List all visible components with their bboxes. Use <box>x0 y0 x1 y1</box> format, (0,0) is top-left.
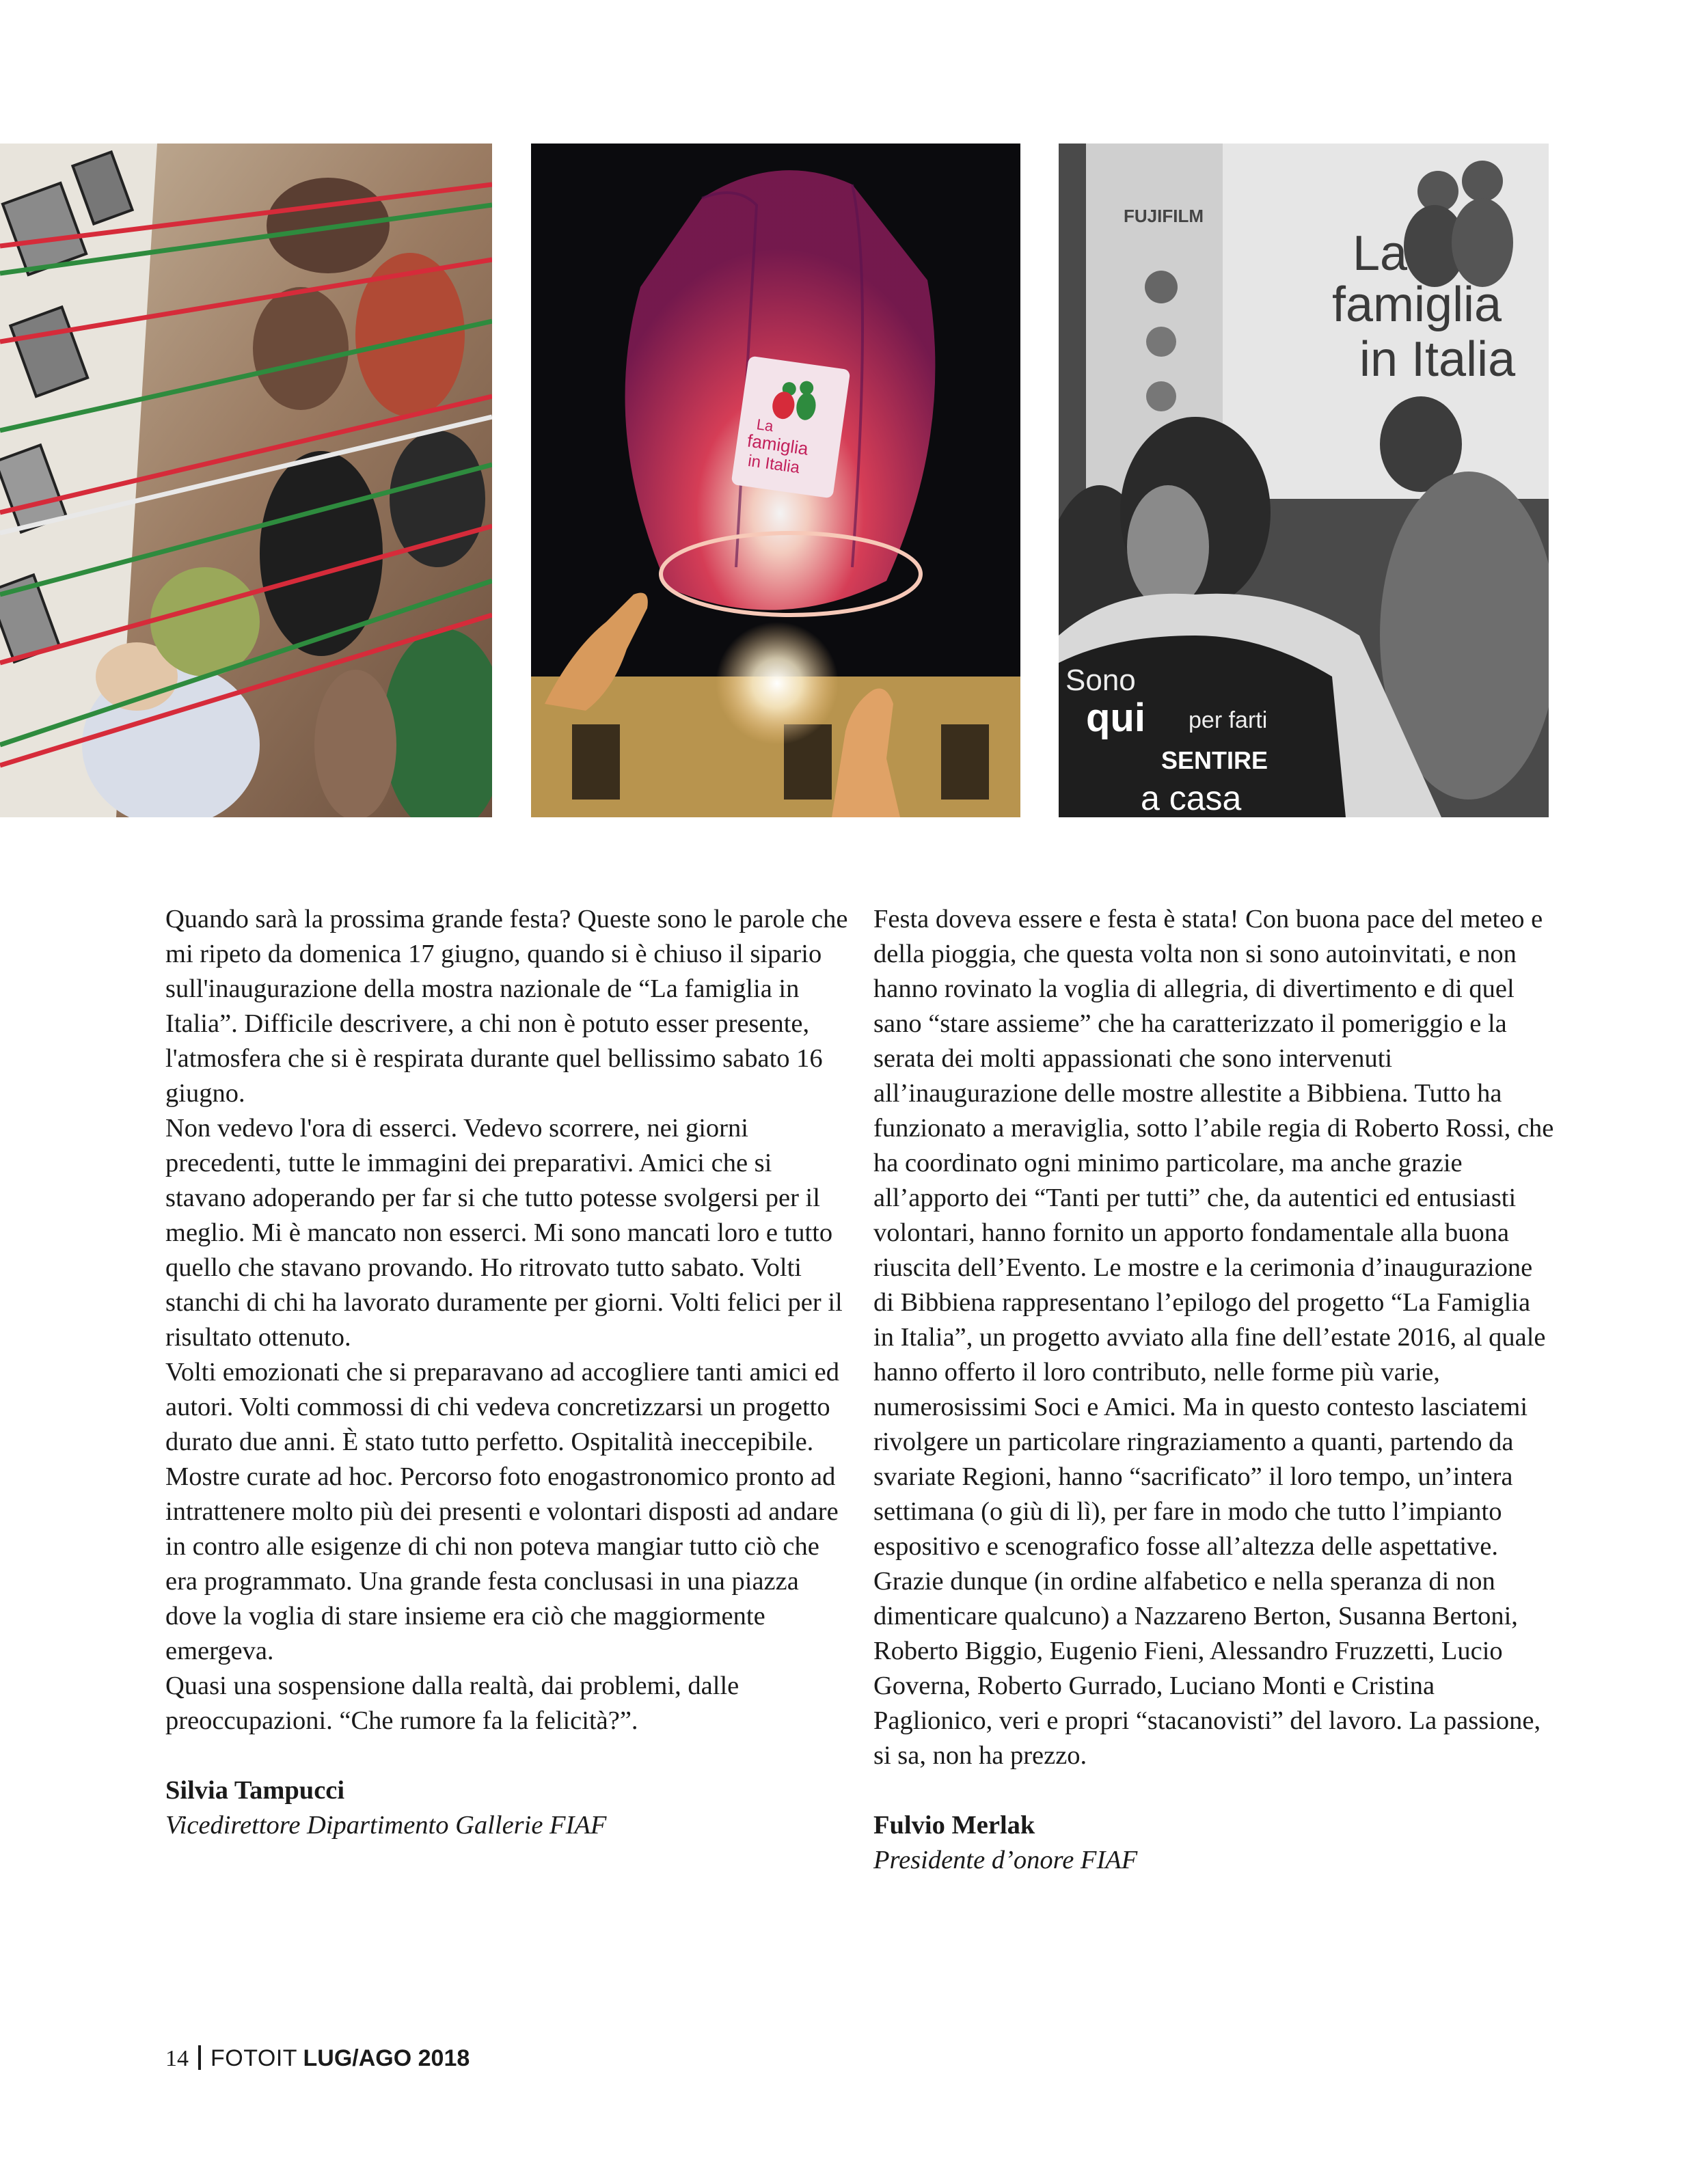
magazine-name: FOTOIT <box>211 2045 298 2071</box>
svg-text:a casa: a casa <box>1141 779 1242 817</box>
audience-tshirt-image <box>1059 144 1549 817</box>
svg-text:in Italia: in Italia <box>746 451 801 478</box>
svg-text:qui: qui <box>1086 696 1145 740</box>
page-footer <box>165 2043 470 2074</box>
paragraph: Festa doveva essere e festa è stata! Con buona pace del meteo e della pioggia, che questa volta non si sono autoinvitati, e non hanno rovinato la voglia di allegria, di divertimento e di quel sano “stare assieme” che ha caratterizzato il pomeriggio e la serata dei molti appassionati che sono intervenuti all’inaugurazione delle mostre allestite a Bibbiena. Tutto ha funzionato a meraviglia, sotto l’abile regia di Roberto Rossi, che ha coordinato ogni minimo particolare, ma anche grazie all’apporto dei “Tanti per tutti” che, da autentici ed entusiasti volontari, hanno fornito un apporto fondamentale alla buona riuscita dell’Evento. Le mostre e la cerimonia d’inaugurazione di Bibbiena rappresentano l’epilogo del progetto “La Famiglia in Italia”, un progetto avviato alla fine dell’estate 2016, al quale hanno offerto il loro contributo, nelle forme più varie, numerosissimi Soci e Amici. Ma in questo contesto lasciatemi rivolgere un particolare ringraziamento a quanti, partendo da svariate Regioni, hanno “sacrificato” il loro tempo, un’intera settimana (o giù di lì), per fare in modo che tutto l’impianto espositivo e scenografico fosse all’altezza delle aspettative. Grazie dunque (in ordine alfabetico e nella speranza di non dimenticare qualcuno) a Nazzareno Berton, Susanna Bertoni, Roberto Biggio, Eugenio Fieni, Alessandro Fruzzetti, Lucio Governa, Roberto Gurrado, Luciano Monti e Cristina Paglionico, veri e propri “stacanovisti” del lavoro. La passione, si sa, non ha prezzo. <box>873 905 1554 1770</box>
author-name: Silvia Tampucci <box>165 1776 345 1805</box>
paragraph: Quando sarà la prossima grande festa? Queste sono le parole che mi ripeto da domenica 17 giugno, quando si è chiuso il sipario sull'inaugurazione della mostra nazionale de “La famiglia in Italia”. Difficile descrivere, a chi non è potuto esser presente, l'atmosfera che si è respirata durante quel bellissimo sabato 16 giugno. <box>165 905 848 1108</box>
svg-text:Sono: Sono <box>1065 664 1136 697</box>
author-name: Fulvio Merlak <box>873 1811 1035 1840</box>
svg-text:FUJIFILM: FUJIFILM <box>1124 206 1204 226</box>
svg-text:famiglia: famiglia <box>1332 277 1502 332</box>
paragraph: Non vedevo l'ora di esserci. Vedevo scorrere, nei giorni precedenti, tutte le immagini dei preparativi. Amici che si stavano adoperando per far si che tutto potesse svolgersi per il meglio. Mi è mancato non esserci. Mi sono mancati loro e tutto quello che stavano provando. Ho ritrovato tutto sabato. Volti stanchi di chi ha lavorato duramente per giorni. Volti felici per il risultato ottenuto. <box>165 1114 843 1352</box>
article-column-right <box>873 902 1557 1878</box>
svg-text:in Italia: in Italia <box>1359 332 1516 387</box>
paragraph: Volti emozionati che si preparavano ad accogliere tanti amici ed autori. Volti commossi di chi vedeva concretizzarsi un progetto durato due anni. È stato tutto perfetto. Ospitalità ineccepibile. Mostre curate ad hoc. Percorso foto enogastronomico pronto ad intrattenere molto più dei presenti e volontari disposti ad andare in contro alle esigenze di chi non poteva mangiar tutto ciò che era programmato. Una grande festa conclusasi in una piazza dove la voglia di stare insieme era ciò che maggiormente emergeva. <box>165 1358 839 1665</box>
svg-text:per farti: per farti <box>1189 707 1268 733</box>
issue-date: LUG/AGO 2018 <box>303 2045 470 2071</box>
svg-text:famiglia: famiglia <box>746 430 810 459</box>
audience-tshirt-photo <box>1059 144 1549 817</box>
article-column-left <box>165 902 849 1843</box>
exhibition-hall-ribbons-image <box>0 144 492 817</box>
svg-text:La: La <box>1353 226 1408 281</box>
paragraph: Quasi una sospensione dalla realtà, dai problemi, dalle preoccupazioni. “Che rumore fa la felicità?”. <box>165 1671 739 1735</box>
page-number: 14 <box>165 2046 189 2071</box>
author-signature <box>873 1808 1557 1878</box>
footer-divider <box>198 2045 201 2070</box>
exhibition-hall-ribbons-photo <box>0 144 492 817</box>
svg-text:SENTIRE: SENTIRE <box>1161 746 1268 774</box>
author-role: Vicedirettore Dipartimento Gallerie FIAF <box>165 1811 607 1840</box>
sky-lantern-photo <box>531 144 1020 817</box>
svg-text:La: La <box>755 415 775 435</box>
sky-lantern-image <box>531 144 1020 817</box>
author-signature <box>165 1773 849 1843</box>
author-role: Presidente d’onore FIAF <box>873 1846 1138 1874</box>
